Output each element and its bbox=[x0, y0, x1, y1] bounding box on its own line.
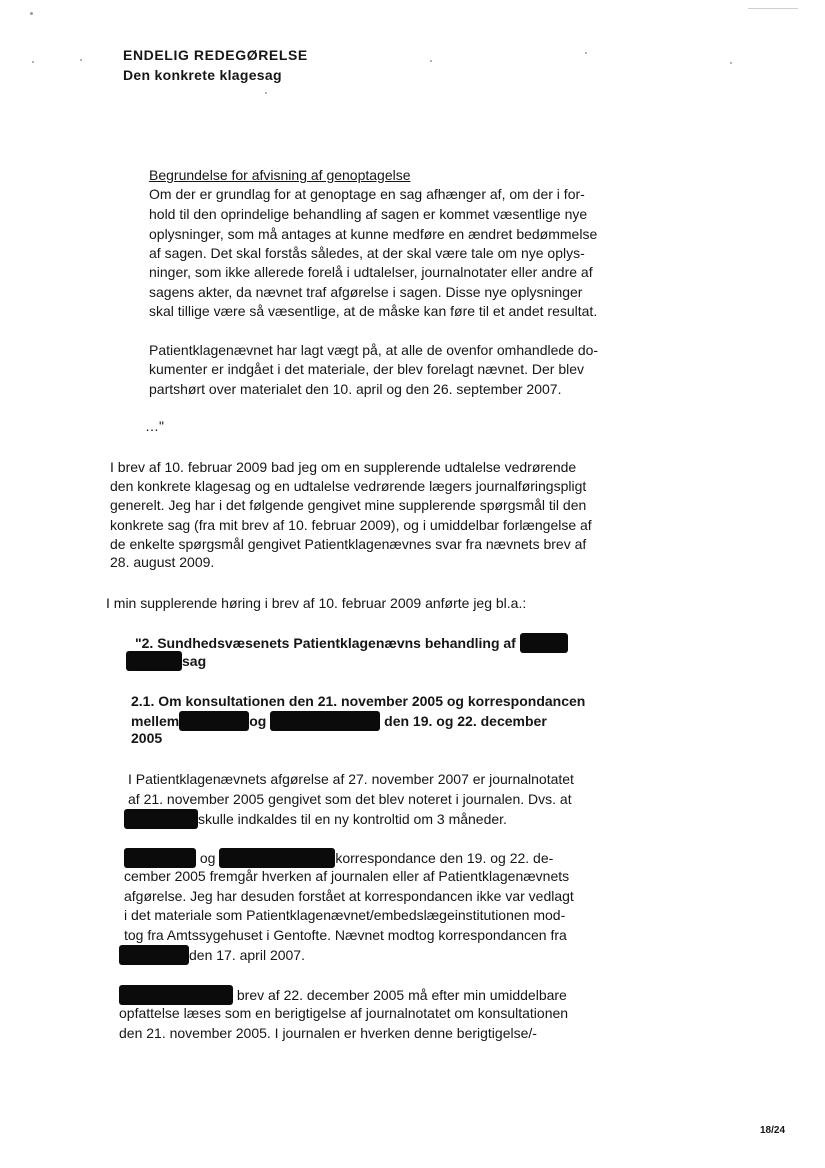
scan-speck bbox=[30, 12, 33, 15]
quote-p1-line: af sagen. Det skal forstås således, at der skal være tale om nye oplys- bbox=[149, 245, 585, 261]
redaction-bar bbox=[119, 945, 189, 965]
inner-p2-line bbox=[119, 945, 305, 965]
body-p1-line: I brev af 10. februar 2009 bad jeg om en supplerende udtalelse vedrørende bbox=[110, 459, 577, 475]
inner-p2-line: afgørelse. Jeg har desuden forstået at korrespondancen ikke var vedlagt bbox=[124, 888, 574, 904]
section-21-heading: 2.1. Om konsultationen den 21. november 2005 og korrespondancen bbox=[131, 693, 586, 709]
header-title: ENDELIG REDEGØRELSE bbox=[123, 47, 308, 63]
inner-p2-line bbox=[124, 848, 553, 868]
quote-p2-line: partshørt over materialet den 10. april og den 26. september 2007. bbox=[149, 381, 562, 397]
section-21-heading-text: mellem bbox=[131, 713, 180, 729]
inner-p2-text: og bbox=[199, 850, 216, 866]
quote-p1-line: hold til den oprindelige behandling af sagen er kommet væsentlige nye bbox=[149, 206, 588, 222]
inner-p3-line bbox=[119, 985, 567, 1005]
body-p1-line: konkrete sag (fra mit brev af 10. februar 2009), og i umiddelbar forlængelse af bbox=[110, 517, 592, 533]
scan-speck bbox=[430, 60, 432, 62]
redaction-bar bbox=[124, 809, 198, 829]
section-2-heading bbox=[135, 633, 568, 653]
redaction-bar bbox=[124, 848, 196, 868]
inner-p2-text: korrespondance den 19. og 22. de- bbox=[335, 850, 554, 866]
section-21-heading-text: den 19. og 22. december bbox=[384, 713, 547, 729]
header-subtitle: Den konkrete klagesag bbox=[123, 67, 282, 83]
scan-speck bbox=[80, 59, 82, 61]
inner-p2-line: i det materiale som Patientklagenævnet/embedslægeinstitutionen mod- bbox=[124, 907, 566, 923]
inner-p3-text: brev af 22. december 2005 må efter min umiddelbare bbox=[236, 987, 567, 1003]
body-p2: I min supplerende høring i brev af 10. februar 2009 anførte jeg bl.a.: bbox=[106, 595, 527, 611]
redaction-bar bbox=[126, 651, 182, 671]
section-2-heading-text: "2. Sundhedsvæsenets Patientklagenævns behandling af bbox=[135, 635, 516, 651]
inner-p1-line: I Patientklagenævnets afgørelse af 27. november 2007 er journalnotatet bbox=[128, 771, 574, 787]
quote-p1-line: sagens akter, da nævnet traf afgørelse i sagen. Disse nye oplysninger bbox=[149, 284, 583, 300]
body-p1-line: de enkelte spørgsmål gengivet Patientklagenævnes svar fra nævnets brev af bbox=[110, 536, 587, 552]
inner-p3-line: opfattelse læses som en berigtigelse af journalnotatet om konsultationen bbox=[119, 1005, 569, 1021]
redaction-bar bbox=[219, 848, 335, 868]
body-p1-line: generelt. Jeg har i det følgende gengivet mine supplerende spørgsmål til den bbox=[110, 497, 587, 513]
quote-p2-line: kumenter er indgået i det materiale, der blev forelagt nævnet. Der blev bbox=[149, 361, 585, 377]
body-p1-line: 28. august 2009. bbox=[110, 554, 215, 570]
section-2-heading-cont bbox=[126, 651, 206, 671]
inner-p2-line: tog fra Amtssygehuset i Gentofte. Nævnet modtog korrespondancen fra bbox=[124, 927, 567, 943]
scan-speck bbox=[585, 52, 587, 54]
inner-p2-text: den 17. april 2007. bbox=[189, 947, 305, 963]
scan-speck bbox=[265, 92, 267, 94]
quote-p1-line: oplysninger, som må antages at kunne medføre en ændret bedømmelse bbox=[149, 226, 598, 242]
inner-p1-text: skulle indkaldes til en ny kontroltid om 3 måneder. bbox=[198, 811, 507, 827]
redaction-bar bbox=[520, 633, 568, 653]
quote-ellipsis: …" bbox=[145, 418, 164, 434]
redaction-bar bbox=[179, 711, 249, 731]
scan-speck bbox=[32, 61, 34, 63]
redaction-bar bbox=[119, 985, 233, 1005]
section-21-heading-cont bbox=[131, 711, 547, 731]
page-number: 18/24 bbox=[760, 1125, 786, 1136]
redaction-bar bbox=[270, 711, 380, 731]
section-2-heading-text: sag bbox=[182, 653, 207, 669]
scan-speck bbox=[730, 62, 732, 64]
quote-p1-line: ninger, som ikke allerede forelå i udtalelser, journalnotater eller andre af bbox=[149, 264, 593, 280]
quote-p1-line: Om der er grundlag for at genoptage en sag afhænger af, om der i for- bbox=[149, 186, 585, 202]
quote-heading: Begrundelse for afvisning af genoptagelse bbox=[149, 167, 411, 183]
section-21-heading-text: og bbox=[249, 713, 267, 729]
inner-p1-line bbox=[124, 809, 507, 829]
scan-speck bbox=[748, 8, 798, 9]
inner-p2-line: cember 2005 fremgår hverken af journalen eller af Patientklagenævnets bbox=[124, 868, 570, 884]
quote-p1-line: skal tillige være så væsentlige, at de måske kan føre til et andet resultat. bbox=[149, 303, 598, 319]
inner-p3-line: den 21. november 2005. I journalen er hverken denne berigtigelse/- bbox=[119, 1025, 537, 1041]
section-21-heading-year: 2005 bbox=[131, 730, 163, 746]
body-p1-line: den konkrete klagesag og en udtalelse vedrørende lægers journalføringspligt bbox=[110, 478, 587, 494]
inner-p1-line: af 21. november 2005 gengivet som det blev noteret i journalen. Dvs. at bbox=[128, 791, 572, 807]
quote-p2-line: Patientklagenævnet har lagt vægt på, at alle de ovenfor omhandlede do- bbox=[149, 342, 599, 358]
